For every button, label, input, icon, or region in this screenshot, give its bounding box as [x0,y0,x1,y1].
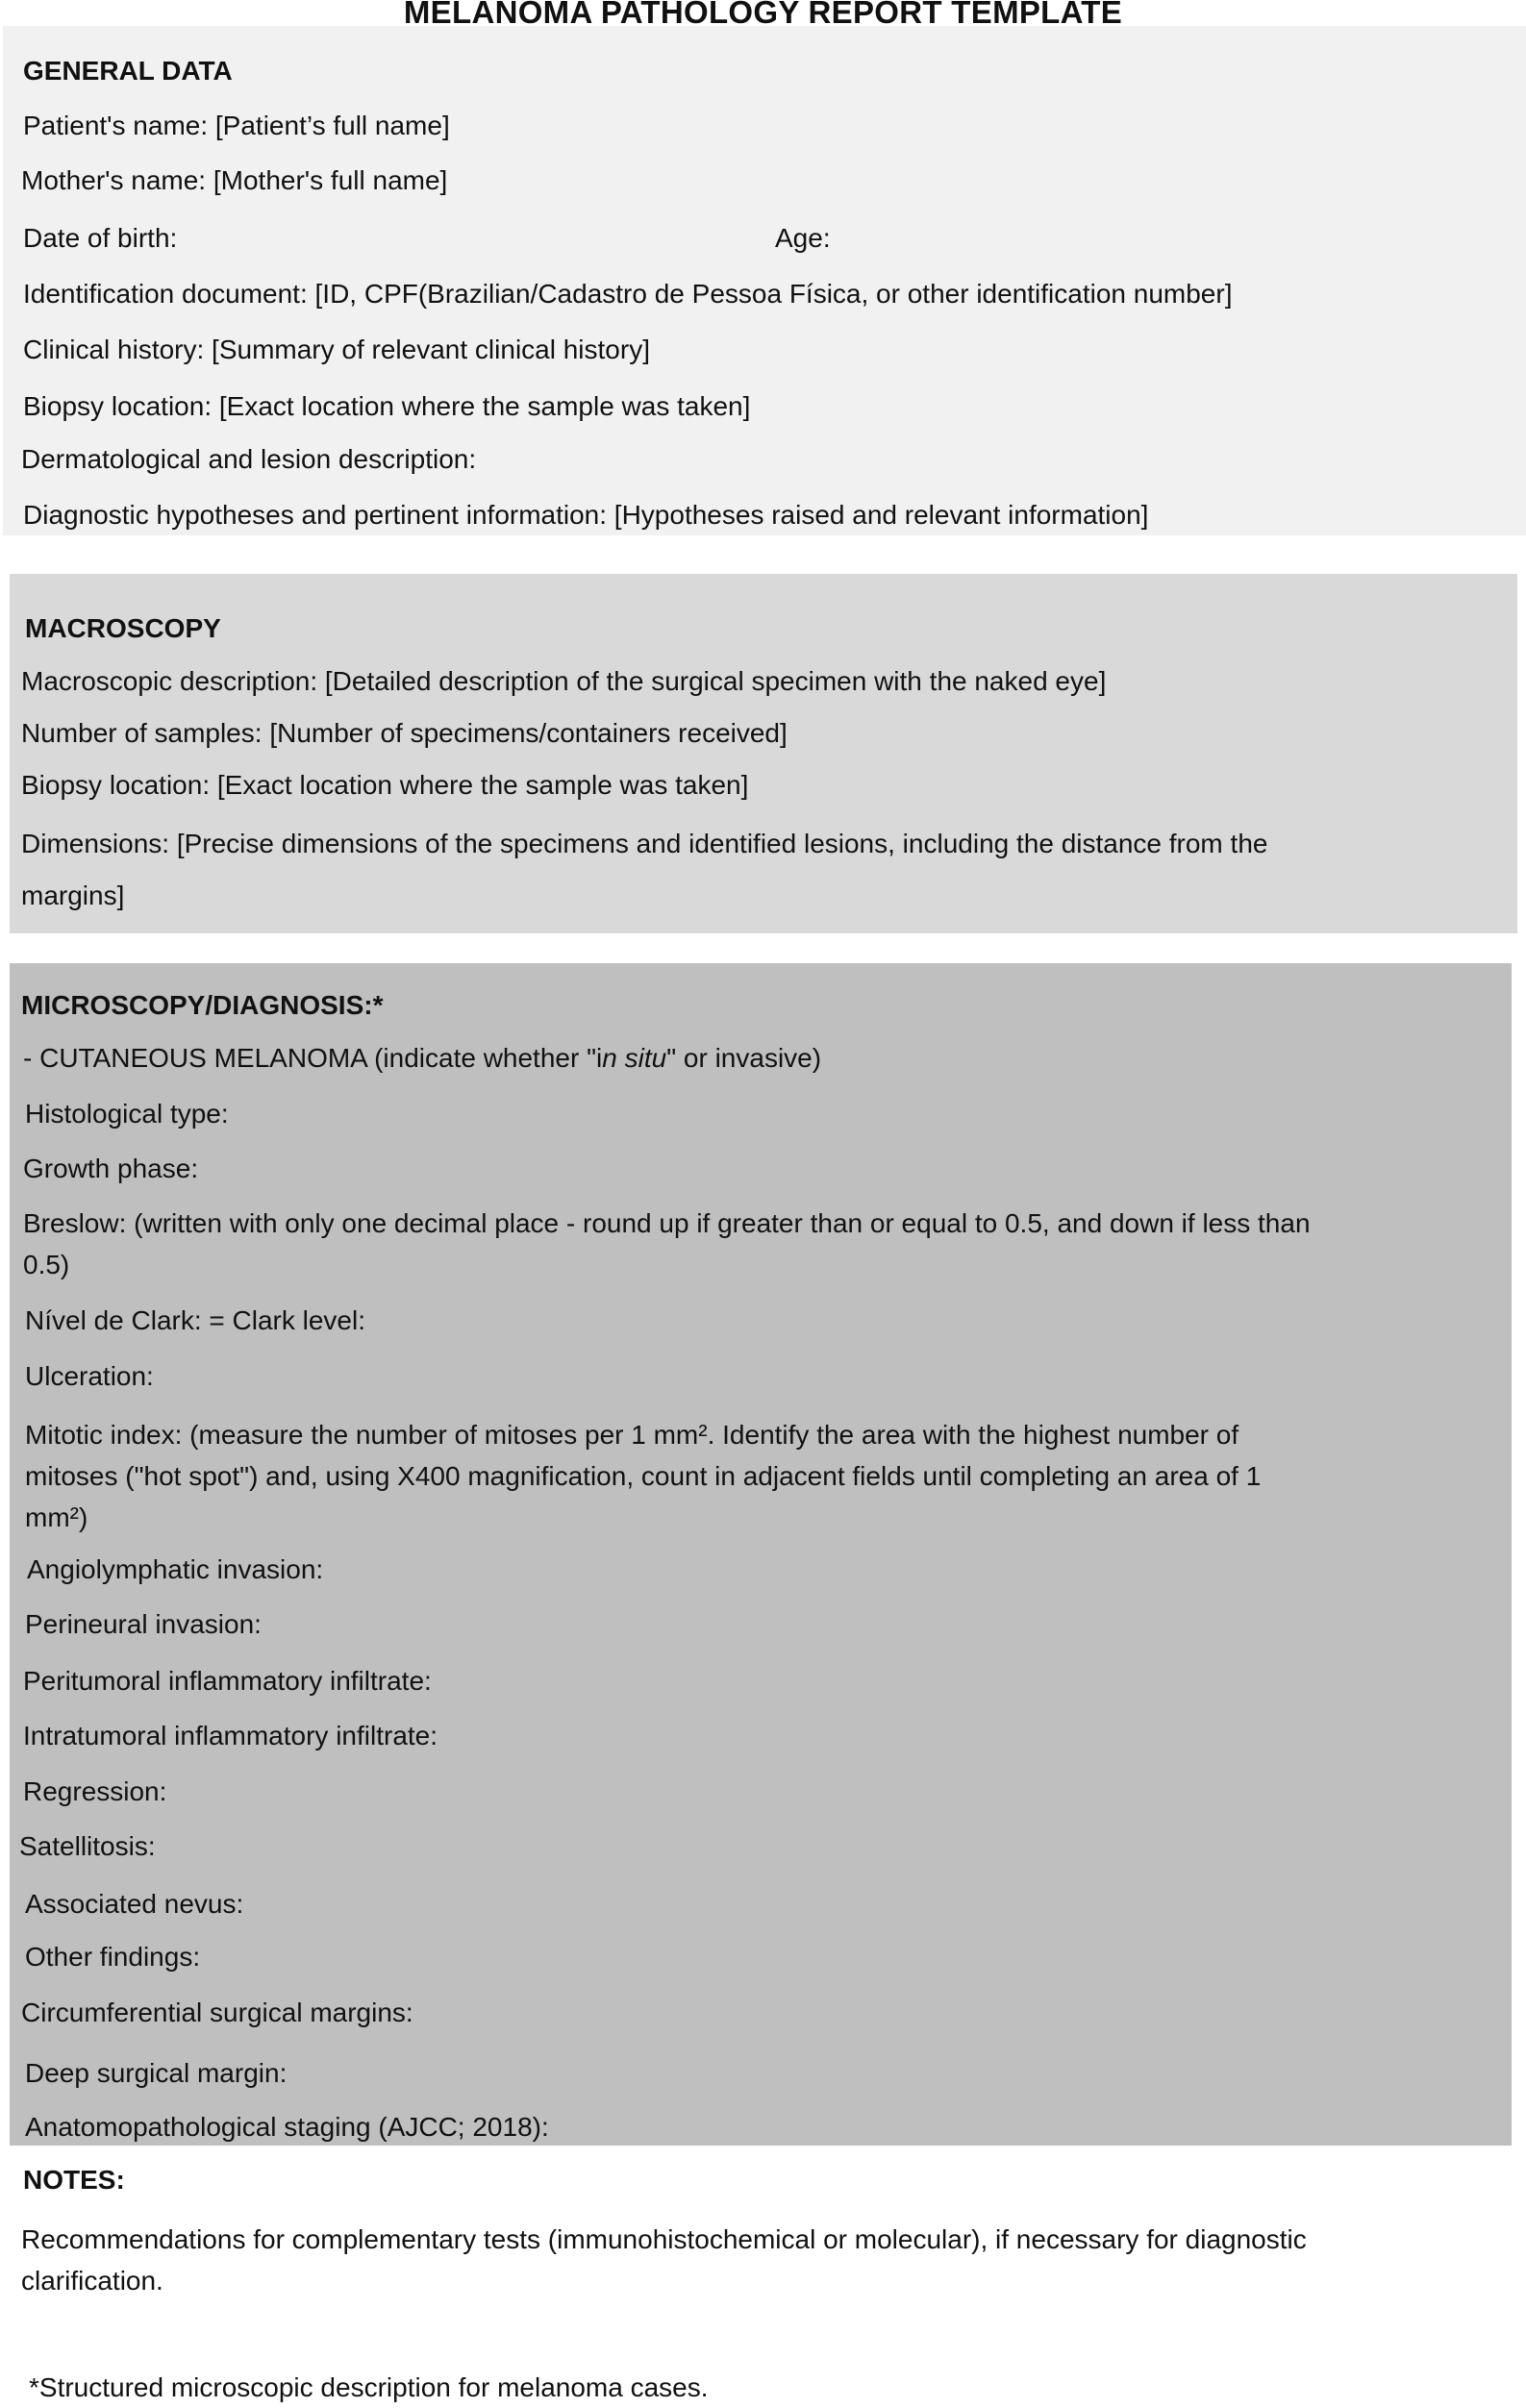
diagnostic-hypotheses-field: Diagnostic hypotheses and pertinent information: [Hypotheses raised and relevant information] [23,500,1149,530]
ulceration-field: Ulceration: [25,1361,154,1391]
associated-nevus-field: Associated nevus: [25,1889,244,1919]
macro-biopsy-location-field: Biopsy location: [Exact location where the sample was taken] [21,770,749,800]
footnote: *Structured microscopic description for melanoma cases. [29,2372,709,2402]
mitotic-index-field: Mitotic index: (measure the number of mitoses per 1 mm². Identify the area with the highest number of mitoses ("hot spot") and, using X400 magnification, count in adjacent fields until completing an area of 1 mm²) [25,1420,1262,1532]
intratumoral-infiltrate-field: Intratumoral inflammatory infiltrate: [23,1721,438,1750]
perineural-invasion-field: Perineural invasion: [25,1609,262,1639]
breslow-field: Breslow: (written with only one decimal place - round up if greater than or equal to 0.5, and down if less than 0.5) [23,1208,1311,1279]
macroscopy-heading: MACROSCOPY [25,613,221,643]
melanoma-suffix: " or invasive) [666,1043,822,1073]
number-of-samples-field: Number of samples: [Number of specimens/containers received] [21,718,788,748]
regression-field: Regression: [23,1776,167,1806]
date-of-birth-field: Date of birth: [23,223,178,253]
clark-level-field: Nível de Clark: = Clark level: [25,1305,366,1335]
dermatological-description-field: Dermatological and lesion description: [21,444,477,474]
satellitosis-field: Satellitosis: [19,1831,156,1861]
histological-type-field: Histological type: [25,1099,229,1129]
circumferential-margins-field: Circumferential surgical margins: [21,1998,413,2027]
identification-document-field: Identification document: [ID, CPF(Brazilian/Cadastro de Pessoa Física, or other identification number] [23,279,1233,309]
patient-name-field: Patient's name: [Patient’s full name] [23,111,450,140]
general-data-heading: GENERAL DATA [23,56,233,86]
peritumoral-infiltrate-field: Peritumoral inflammatory infiltrate: [23,1666,432,1696]
staging-field: Anatomopathological staging (AJCC; 2018): [25,2112,549,2142]
melanoma-prefix: - CUTANEOUS MELANOMA (indicate whether "i [23,1043,603,1073]
angiolymphatic-invasion-field: Angiolymphatic invasion: [27,1554,324,1584]
page-title: MELANOMA PATHOLOGY REPORT TEMPLATE [403,0,1123,30]
clinical-history-field: Clinical history: [Summary of relevant clinical history] [23,335,650,364]
notes-recommendation: Recommendations for complementary tests (immunohistochemical or molecular), if necessary for diagnostic clarification. [21,2224,1307,2296]
macroscopic-description-field: Macroscopic description: [Detailed description of the surgical specimen with the naked eye] [21,666,1107,696]
in-situ-italic: n situ [602,1043,667,1073]
mother-name-field: Mother's name: [Mother's full name] [21,165,448,195]
growth-phase-field: Growth phase: [23,1154,199,1183]
deep-margin-field: Deep surgical margin: [25,2058,288,2088]
biopsy-location-field: Biopsy location: [Exact location where the sample was taken] [23,391,751,421]
microscopy-heading: MICROSCOPY/DIAGNOSIS:* [21,990,384,1020]
dimensions-field: Dimensions: [Precise dimensions of the specimens and identified lesions, including the distance from the margins] [21,829,1268,910]
notes-heading: NOTES: [23,2165,125,2195]
other-findings-field: Other findings: [25,1942,201,1972]
cutaneous-melanoma-field [23,1043,821,1074]
age-field: Age: [775,223,831,253]
